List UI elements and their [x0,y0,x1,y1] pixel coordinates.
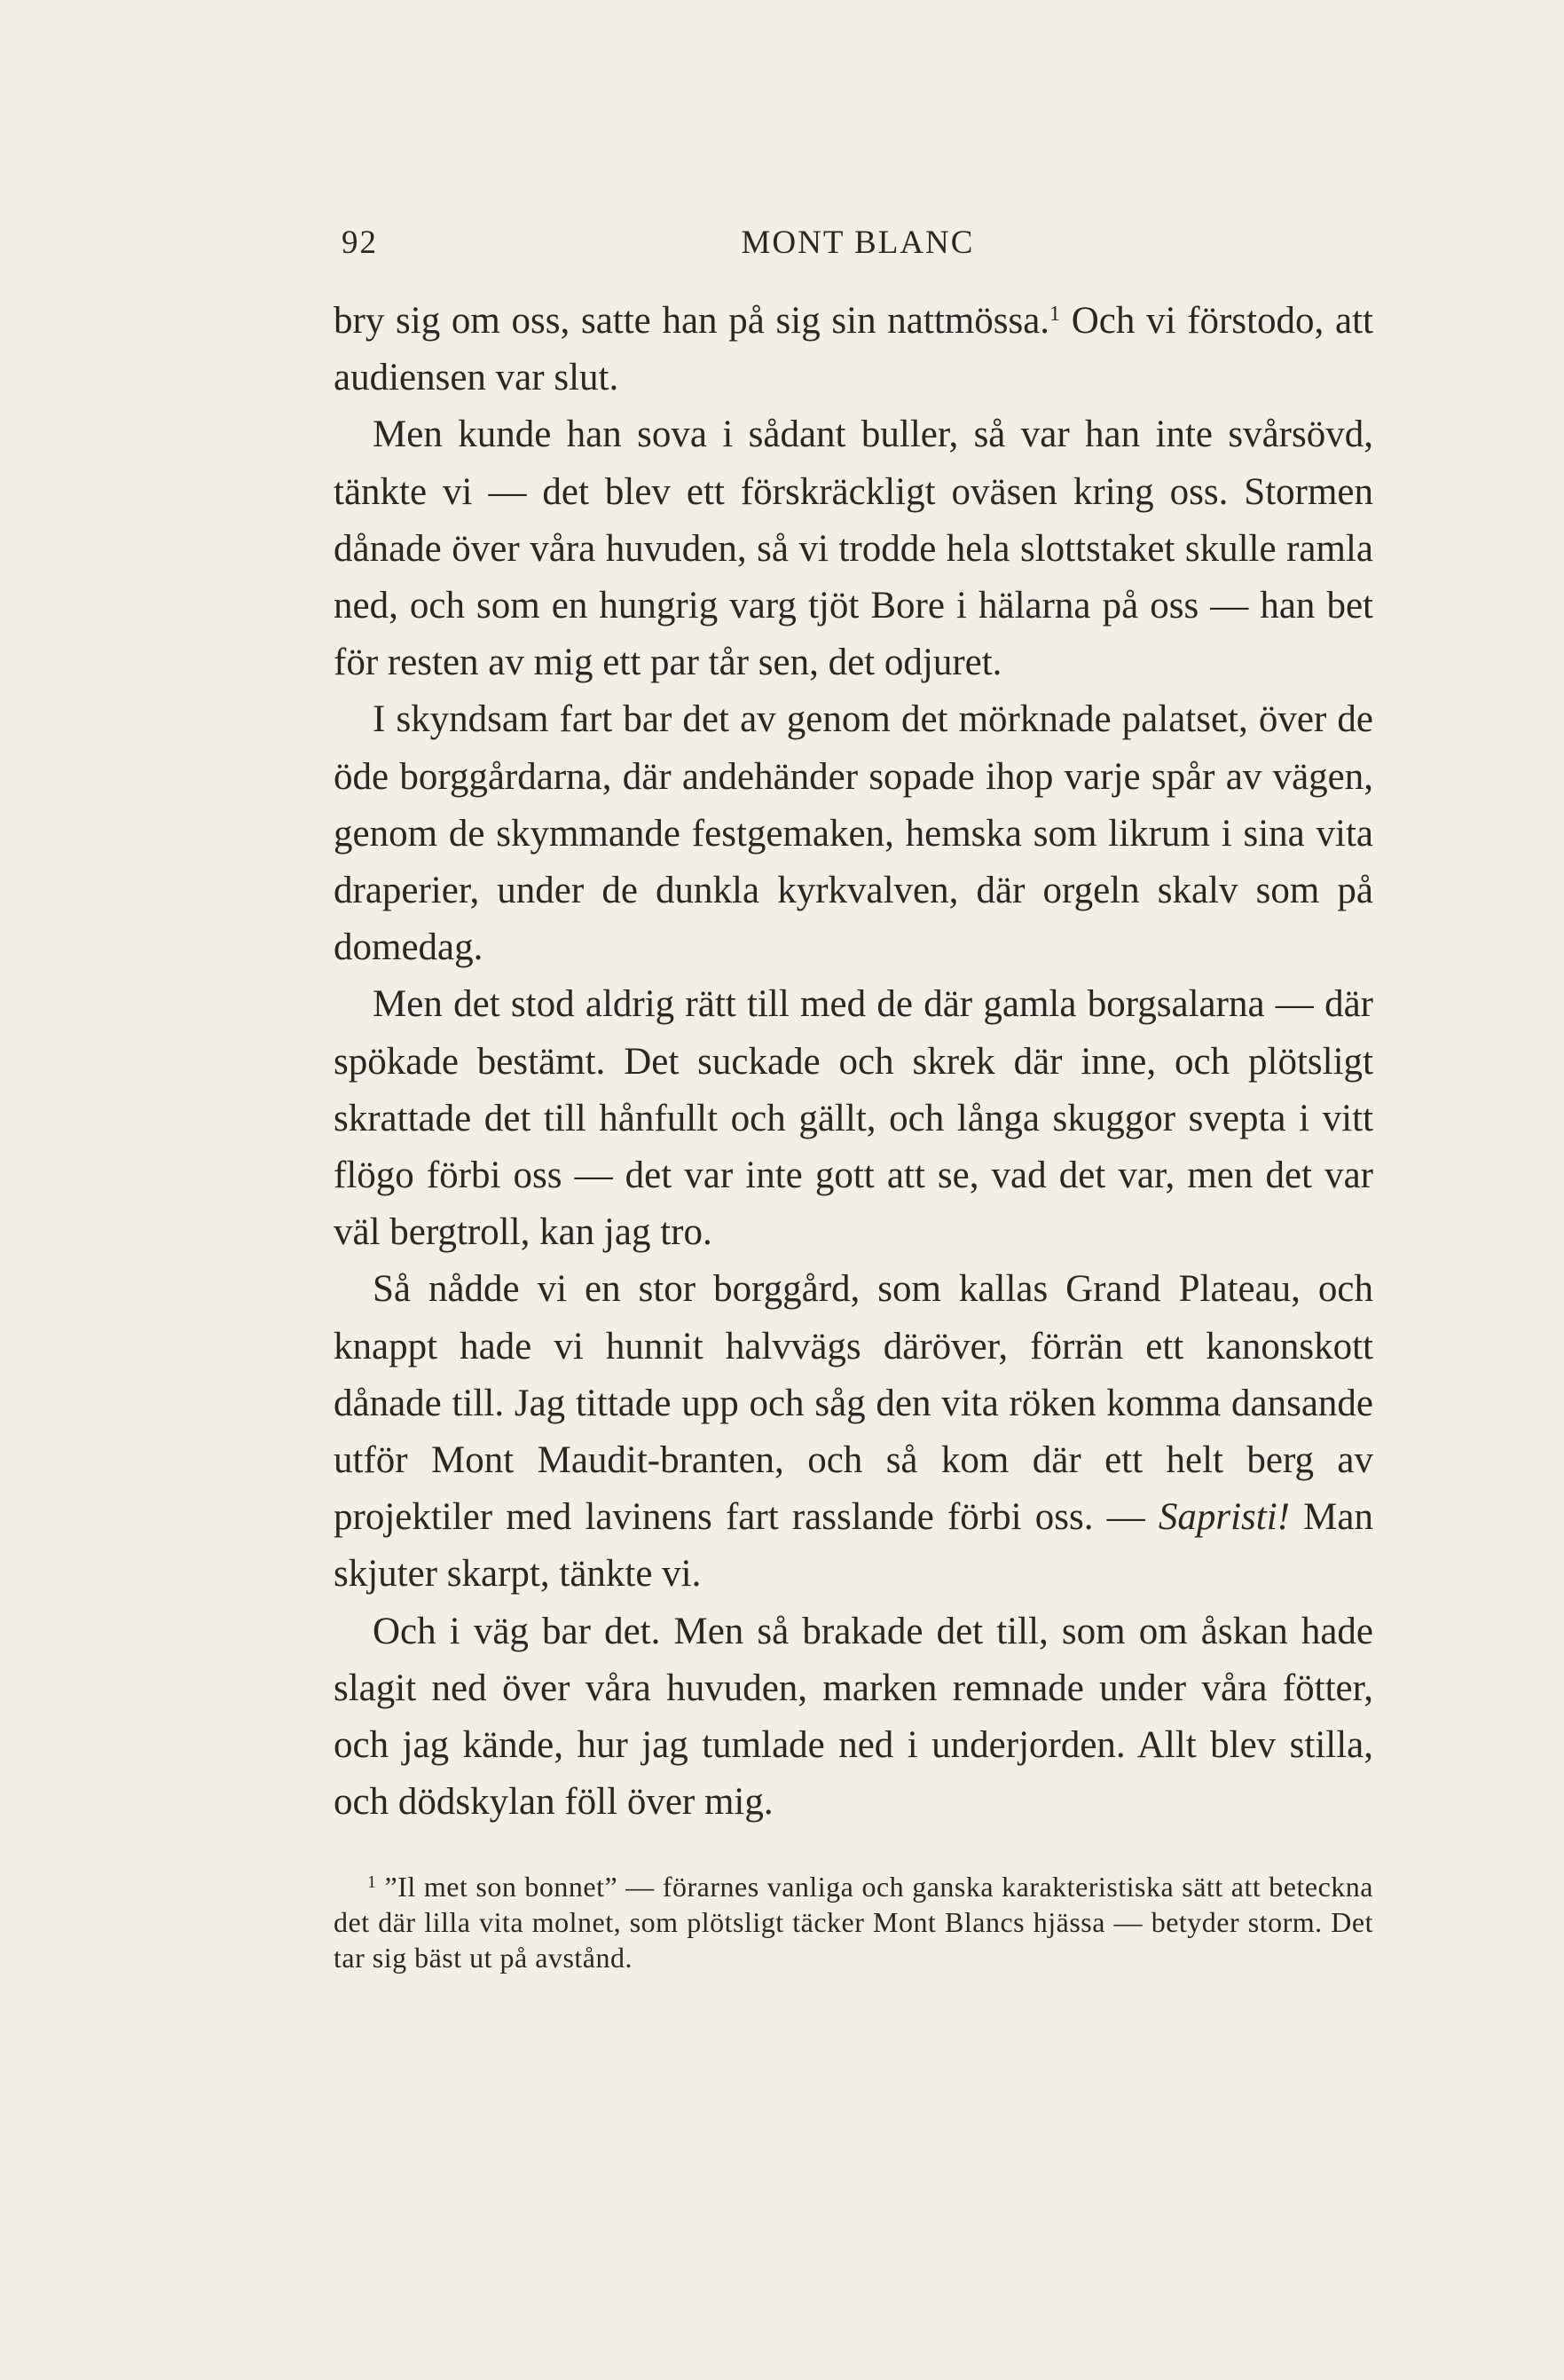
paragraph-1 [334,293,1373,406]
paragraph-5-italic: Sapristi! [1158,1496,1290,1539]
footnote-paragraph [334,1869,1373,1975]
paragraph-4: Men det stod aldrig rätt till med de där gamla borgsalarna — där spökade bestämt. Det suckade och skrek där inne, och plötsligt skrattade det till hånfullt och gällt, och långa skuggor svepta i vitt flögo förbi oss — det var inte gott att se, vad det var, men det var väl bergtroll, kan jag tro. [334,983,1373,1254]
paragraph-6: Och i väg bar det. Men så brakade det till, som om åskan hade slagit ned över våra huvuden, marken remnade under våra fötter, och jag kände, hur jag tumlade ned i underjorden. Allt blev stilla, och dödskylan föll över mig. [334,1610,1373,1824]
footnote [334,1869,1373,1975]
running-title: MONT BLANC [741,225,975,261]
page-number: 92 [342,225,378,261]
paragraph-5-text-a: Så nådde vi en stor borggård, som kallas Grand Plateau, och knappt hade vi hunnit halvvägs däröver, förrän ett kanonskott dånade till. Jag tittade upp och såg den vita röken komma dansande utför Mont Maudit-branten, och så kom där ett helt berg av projektiler med lavinens fart rasslande förbi oss. — [334,1268,1373,1539]
paragraph-1-text-a: bry sig om oss, satte han på sig sin nattmössa. [334,300,1050,342]
paragraph-3: I skyndsam fart bar det av genom det mörknade palatset, över de öde borggårdarna, där andehänder sopade ihop varje spår av vägen, genom de skymmande festgemaken, hemska som likrum i sina vita draperier, under de dunkla kyrkvalven, där orgeln skalv som på domedag. [334,698,1373,969]
paragraph-5-text-b: Man skjuter skarpt, tänkte vi. [334,1496,1373,1596]
paragraph-5 [334,1261,1373,1603]
paragraph-2: Men kunde han sova i sådant buller, så var han inte svårsövd, tänkte vi — det blev ett förskräckligt oväsen kring oss. Stormen dånade över våra huvuden, så vi trodde hela slottstaket skulle ramla ned, och som en hungrig varg tjöt Bore i hälarna på oss — han bet för resten av mig ett par tår sen, det odjuret. [334,414,1373,684]
page-header [342,224,1374,277]
footnote-marker: 1 [367,1872,377,1892]
paragraph-1-text-b: Och vi förstodo, att audiensen var slut. [334,300,1373,399]
body-text [334,293,1373,1831]
footnote-reference: 1 [1049,303,1061,326]
footnote-text: ”Il met son bonnet” — förarnes vanliga och ganska karakteristiska sätt att beteckna det där lilla vita molnet, som plötsligt täcker Mont Blancs hjässa — betyder storm. Det tar sig bäst ut på avstånd. [334,1871,1373,1974]
